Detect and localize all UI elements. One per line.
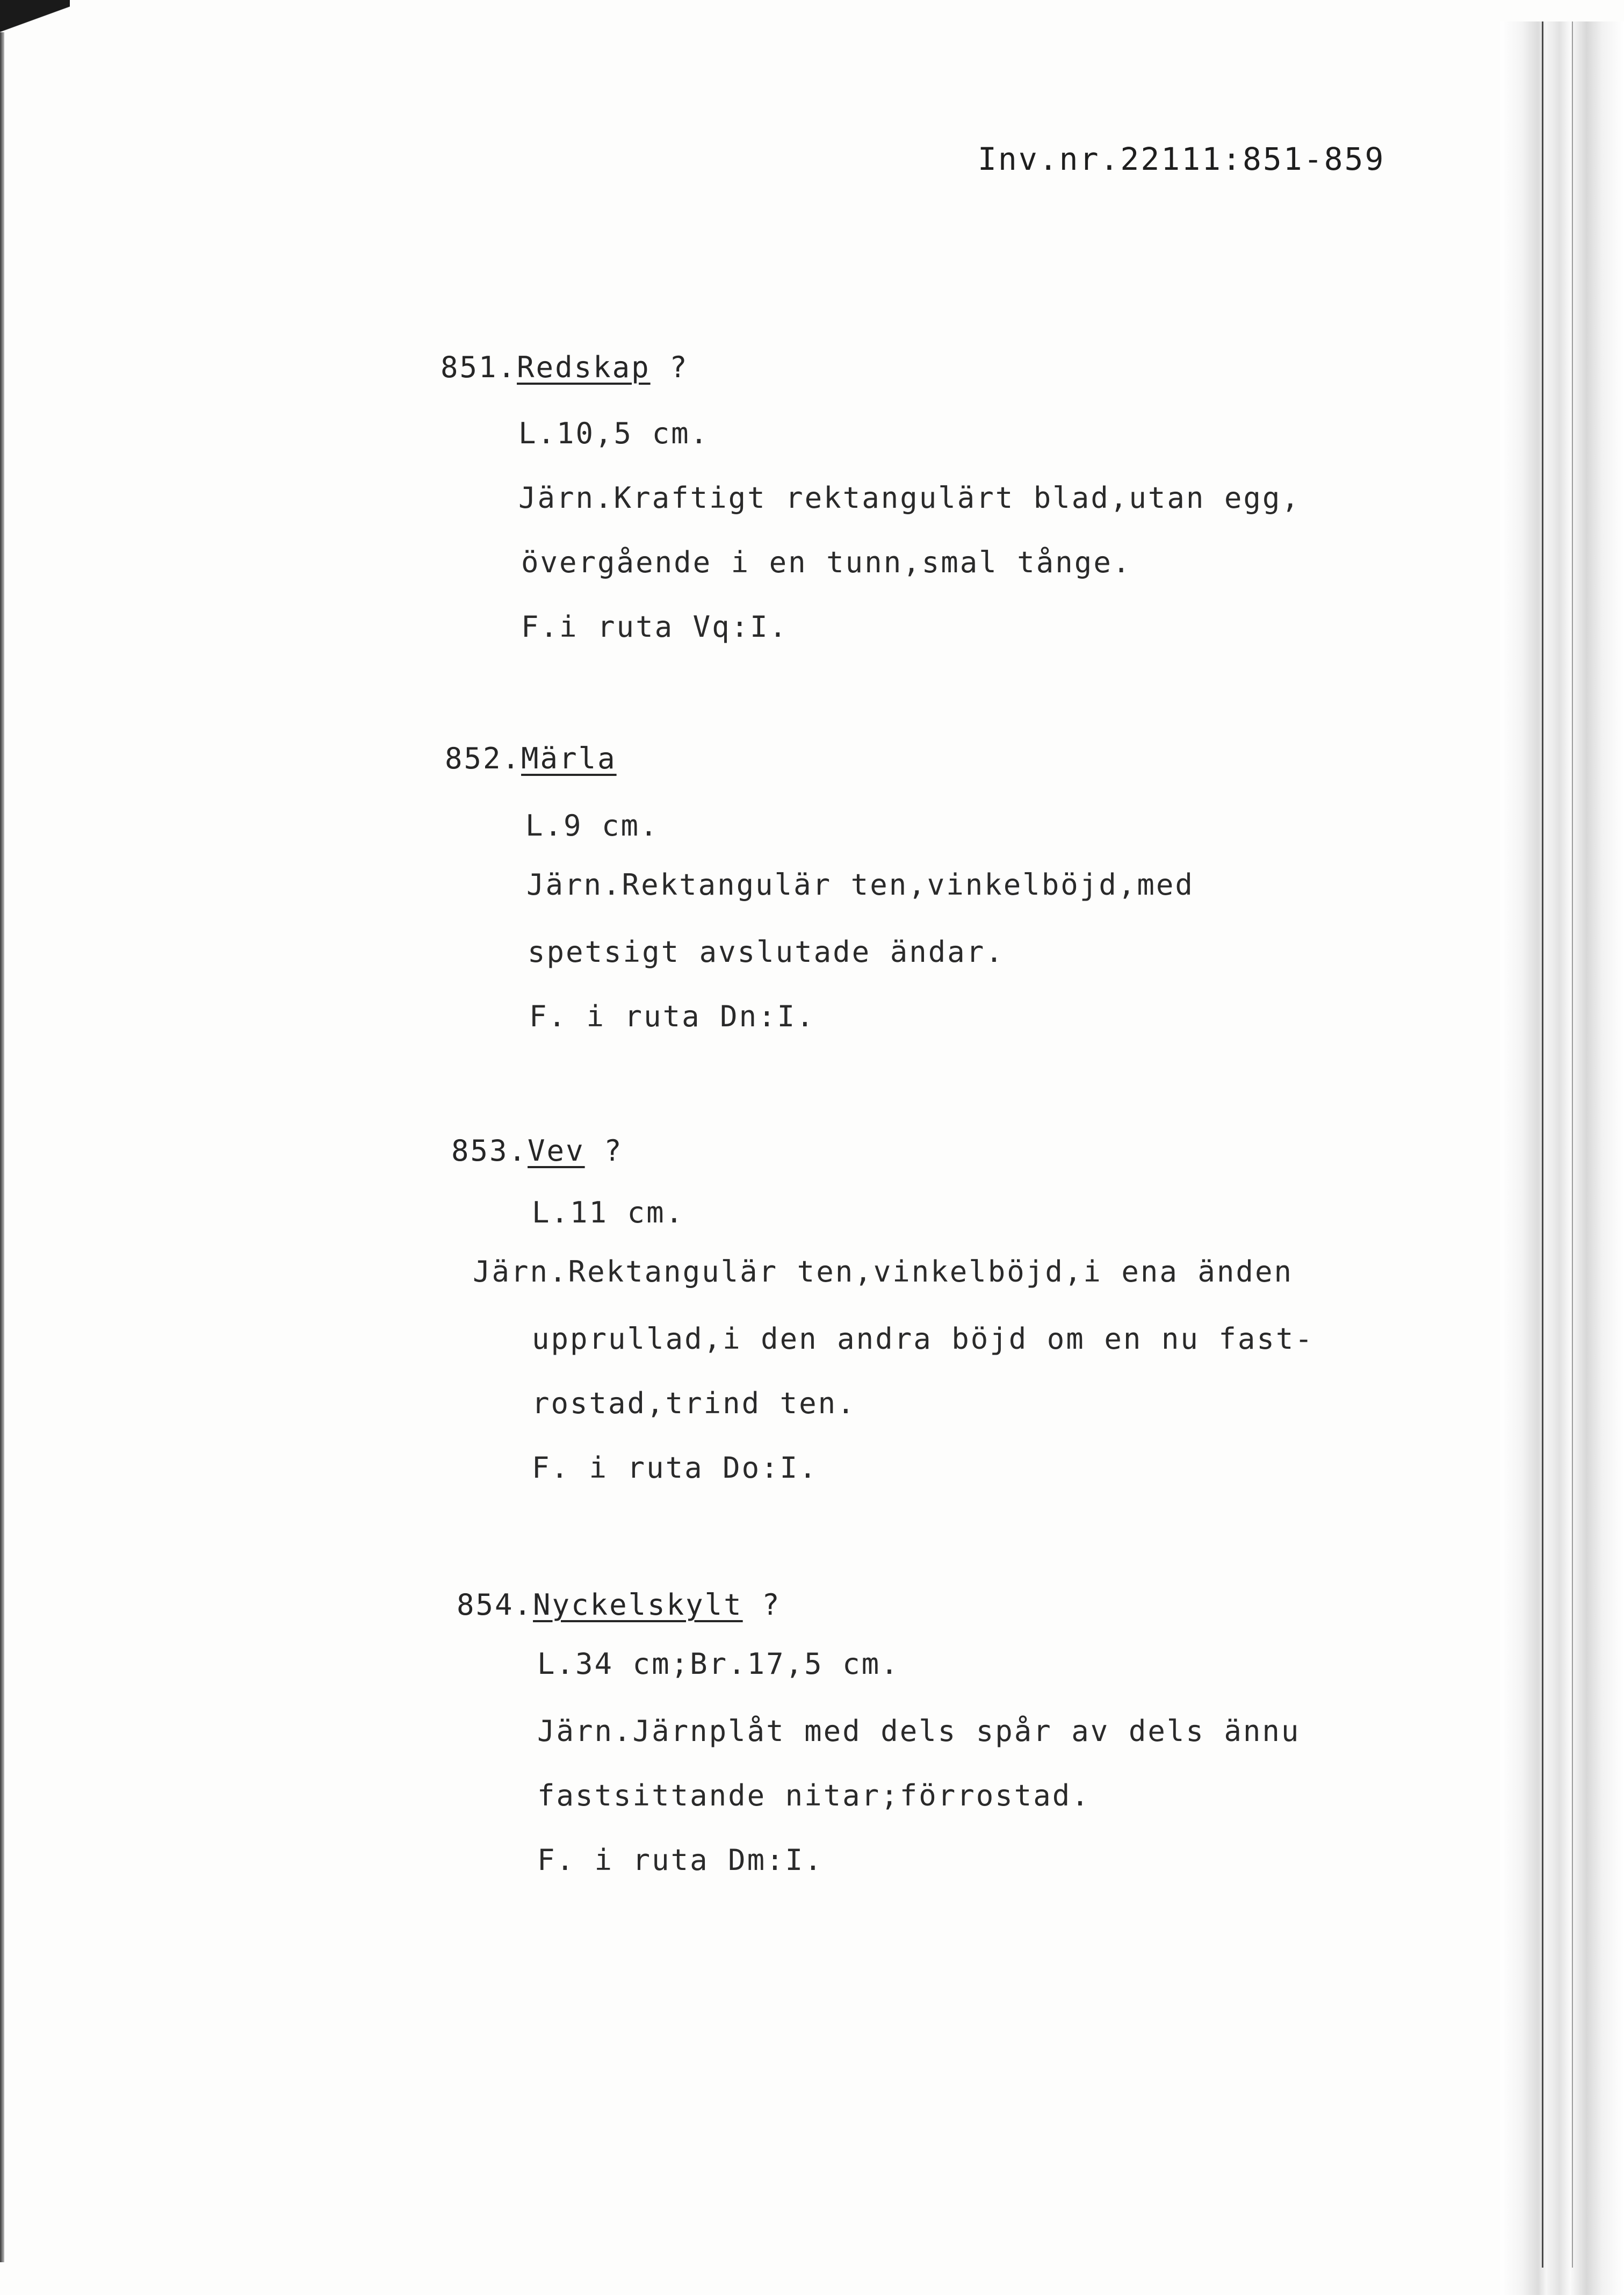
entry-line: Järn.Rektangulär ten,vinkelböjd,i ena änden: [473, 1255, 1293, 1289]
entry-name: Märla: [521, 742, 617, 775]
entry-name: Vev: [528, 1134, 585, 1168]
entry-heading-853: [451, 1134, 623, 1168]
entry-line: F. i ruta Do:I.: [532, 1451, 818, 1485]
entry-line: L.9 cm.: [525, 809, 659, 843]
scan-corner-mark: [0, 0, 70, 32]
entry-heading-854: [457, 1588, 781, 1622]
entry-line: spetsigt avslutade ändar.: [528, 935, 1005, 969]
entry-number: 851.: [441, 350, 517, 384]
page-binding-edge: [1500, 21, 1624, 2295]
entry-line: övergående i en tunn,smal tånge.: [521, 545, 1132, 579]
entry-line: F.i ruta Vq:I.: [521, 610, 789, 644]
entry-heading-852: [445, 742, 617, 775]
entry-name: Redskap: [517, 350, 651, 384]
entry-line: Järn.Järnplåt med dels spår av dels ännu: [537, 1714, 1301, 1748]
entry-line: L.11 cm.: [532, 1196, 685, 1229]
entry-number: 852.: [445, 742, 522, 775]
entry-line: L.10,5 cm.: [518, 416, 710, 450]
binding-line-secondary: [1572, 21, 1573, 2268]
page-left-edge: [0, 32, 4, 2262]
entry-suffix: ?: [742, 1588, 781, 1622]
entry-line: L.34 cm;Br.17,5 cm.: [537, 1647, 900, 1681]
entry-name: Nyckelskylt: [533, 1588, 743, 1622]
entry-number: 853.: [451, 1134, 528, 1168]
entry-number: 854.: [457, 1588, 533, 1622]
entry-line: fastsittande nitar;förrostad.: [537, 1779, 1091, 1812]
inventory-number: Inv.nr.22111:851-859: [978, 141, 1385, 177]
entry-line: upprullad,i den andra böjd om en nu fast-: [532, 1322, 1314, 1356]
binding-line: [1542, 21, 1543, 2268]
entry-suffix: ?: [584, 1134, 623, 1168]
entry-line: F. i ruta Dm:I.: [537, 1843, 824, 1877]
entry-suffix: ?: [650, 350, 689, 384]
entry-heading-851: [441, 350, 689, 384]
entry-line: rostad,trind ten.: [532, 1386, 856, 1420]
entry-line: F. i ruta Dn:I.: [529, 999, 815, 1033]
entry-line: Järn.Rektangulär ten,vinkelböjd,med: [526, 868, 1194, 902]
entry-line: Järn.Kraftigt rektangulärt blad,utan egg,: [518, 481, 1301, 515]
